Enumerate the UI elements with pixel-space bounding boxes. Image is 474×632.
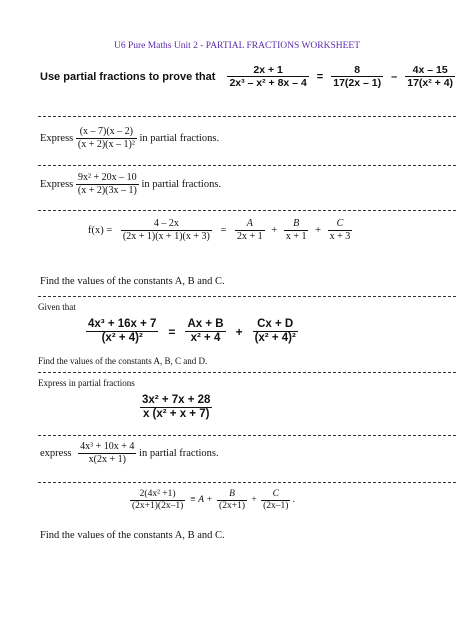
q4-b-denominator: x + 1 (285, 230, 307, 242)
worksheet-title: U6 Pure Maths Unit 2 - PARTIAL FRACTIONS WORKSHEET (113, 41, 361, 51)
q2-denominator: (x + 2)(x – 1)² (77, 138, 135, 150)
q1-equals: = (316, 70, 324, 83)
separator-4 (38, 296, 456, 297)
q4-find-text: Find the values of the constants A, B and C. (40, 276, 225, 287)
q1-f3-denominator: 17(x² + 4) (407, 77, 454, 90)
q1-lhs-denominator: 2x³ – x² + 8x – 4 (229, 77, 307, 90)
q1-f2-numerator: 8 (331, 64, 383, 77)
separator-5 (38, 372, 456, 373)
q8-equiv-a: ≡ A + (189, 495, 213, 506)
q1-lhs-numerator: 2x + 1 (227, 64, 308, 77)
q5-fraction-2 (253, 318, 298, 345)
q1-fraction-2 (331, 64, 383, 89)
separator-7 (38, 482, 456, 483)
q5-lhs-numerator: 4x³ + 16x + 7 (86, 318, 158, 332)
question-3 (40, 172, 221, 196)
q4-denominator: (2x + 1)(x + 1)(x + 3) (122, 230, 210, 242)
q4-c-denominator: x + 3 (329, 230, 351, 242)
q4-fraction-a (235, 218, 265, 242)
q1-fraction-3 (405, 64, 455, 89)
question-8-equation (130, 489, 295, 512)
question-7 (40, 441, 219, 465)
question-6-expression (140, 394, 212, 421)
q3-express: Express (40, 178, 74, 190)
q7-fraction (78, 441, 136, 465)
q6-fraction (140, 394, 212, 421)
q8-period: . (292, 495, 296, 506)
q2-express: Express (40, 132, 74, 144)
q2-fraction (76, 126, 137, 150)
q8-lhs-numerator: 2(4x² +1) (130, 489, 185, 501)
q6-instruction: Express in partial fractions (38, 378, 135, 388)
q1-f3-numerator: 4x – 15 (405, 64, 455, 77)
q6-numerator: 3x² + 7x + 28 (140, 394, 212, 408)
separator-3 (38, 210, 456, 211)
q4-equals: = (220, 224, 227, 236)
q5-lhs-fraction (86, 318, 158, 345)
q8-b-denominator: (2x+1) (219, 500, 245, 511)
q5-r2-numerator: Cx + D (253, 318, 298, 332)
q2-numerator: (x – 7)(x – 2) (76, 126, 137, 139)
q4-a-denominator: 2x + 1 (237, 230, 263, 242)
q1-lhs-fraction (227, 64, 308, 89)
q8-b-numerator: B (217, 489, 247, 501)
q5-fraction-1 (185, 318, 225, 345)
q6-denominator: x (x² + x + 7) (142, 408, 210, 421)
q8-c-denominator: (2x–1) (263, 500, 289, 511)
q5-r1-numerator: Ax + B (185, 318, 225, 332)
q4-plus-2: + (315, 224, 321, 236)
q3-fraction (76, 172, 139, 196)
q7-numerator: 4x³ + 10x + 4 (80, 441, 135, 452)
q7-suffix: in partial fractions. (139, 447, 219, 459)
q5-r2-denominator: (x² + 4)² (254, 332, 296, 345)
q5-find-text: Find the values of the constants A, B, C and D. (38, 356, 208, 366)
q7-denominator: x(2x + 1) (88, 453, 126, 465)
q8-plus: + (251, 495, 257, 506)
q8-fraction-c (261, 489, 290, 512)
q5-plus: + (235, 324, 243, 339)
q2-suffix: in partial fractions. (139, 132, 220, 144)
q1-instruction: Use partial fractions to prove that (40, 70, 216, 83)
question-2 (40, 126, 219, 150)
q8-fraction-b (217, 489, 247, 512)
q4-fraction-c (328, 218, 353, 242)
q7-express: express (40, 447, 72, 459)
q5-equals: = (168, 324, 176, 339)
q4-c-numerator: C (328, 218, 353, 231)
q4-a-numerator: A (235, 218, 265, 231)
q8-lhs-denominator: (2x+1)(2x–1) (132, 500, 184, 511)
q5-lhs-denominator: (x² + 4)² (101, 332, 143, 345)
q1-minus: – (391, 70, 398, 83)
q4-fraction-b (284, 218, 309, 242)
q4-b-numerator: B (284, 218, 309, 231)
q5-given: Given that (38, 302, 76, 312)
q3-suffix: in partial fractions. (141, 178, 222, 190)
separator-1 (38, 116, 456, 117)
q4-numerator: 4 – 2x (121, 218, 212, 231)
q8-c-numerator: C (261, 489, 290, 501)
q1-f2-denominator: 17(2x – 1) (333, 77, 382, 90)
q5-r1-denominator: x² + 4 (190, 332, 221, 345)
q3-denominator: (x + 2)(3x – 1) (77, 184, 137, 196)
question-4-equation (88, 218, 352, 242)
q8-lhs-fraction (130, 489, 185, 512)
question-1 (40, 64, 455, 89)
q8-find-text: Find the values of the constants A, B and C. (40, 530, 225, 541)
q4-plus-1: + (271, 224, 278, 236)
separator-2 (38, 165, 456, 166)
question-5-equation (86, 318, 298, 345)
q4-fx: f(x) = (88, 224, 113, 236)
separator-6 (38, 435, 456, 436)
q3-numerator: 9x² + 20x – 10 (76, 172, 139, 185)
q4-lhs-fraction (121, 218, 212, 242)
